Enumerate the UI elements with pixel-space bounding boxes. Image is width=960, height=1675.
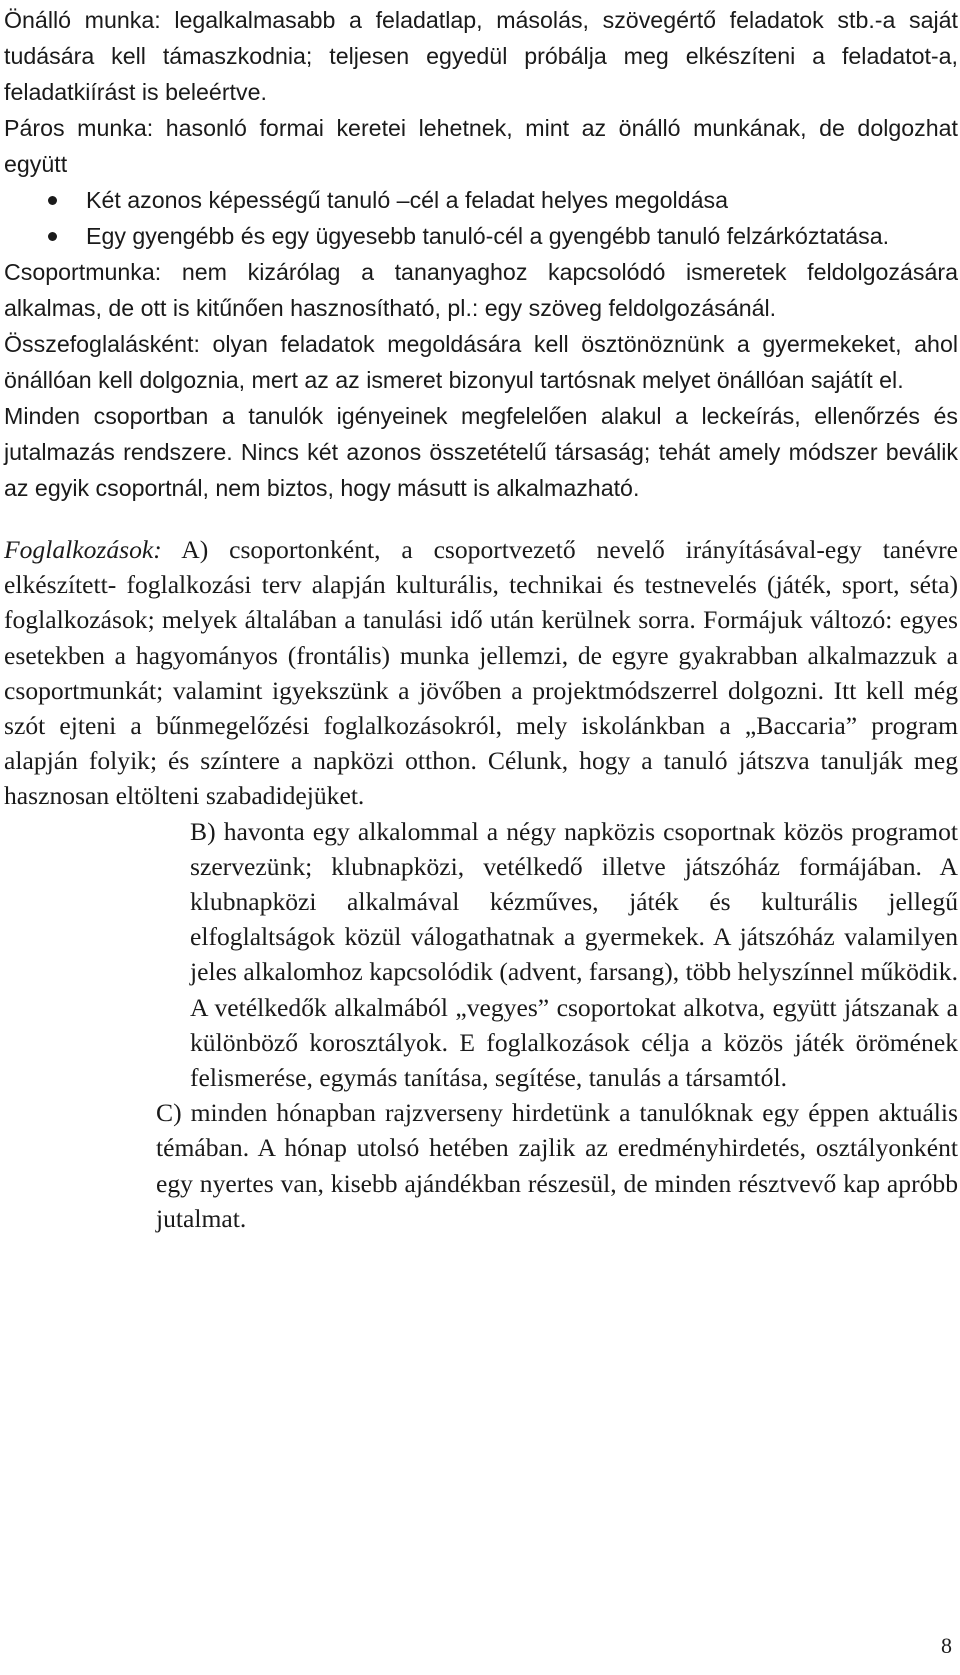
activity-b-paragraph: B) havonta egy alkalommal a négy napközis csoportnak közös programot szervezünk; klubnapközi, vetélkedő illetve játszóház formájában. A klubnapközi alkalmával kézműves, játék és kulturális jellegű elfoglaltságok közül válogathatnak a gyermekek. A játszóház valamilyen jeles alkalomhoz kapcsolódik (advent, farsang), több helyszínnel működik. A vetélkedők alkalmából „vegyes” csoportokat alkotva, együtt játszanak a különböző korosztályok. E foglalkozások célja a közös játék örömének felismerése, egymás tanítása, segítése, tanulás a társamtól. bbox=[190, 816, 958, 1093]
list-item-text: Két azonos képességű tanuló –cél a feladat helyes megoldása bbox=[86, 187, 728, 213]
activities-section bbox=[4, 532, 958, 1236]
document-page bbox=[4, 2, 958, 1236]
individual-work-paragraph: Önálló munka: legalkalmasabb a feladatlap, másolás, szövegértő feladatok stb.-a saját tudására kell támaszkodnia; teljesen egyedül próbálja meg elkészíteni a feladatot-a, feladatkiírást is beleértve. bbox=[4, 7, 958, 105]
activity-a-paragraph bbox=[4, 532, 958, 814]
groups-paragraph: Minden csoportban a tanulók igényeinek megfelelően alakul a leckeírás, ellenőrzés és jutalmazás rendszere. Nincs két azonos összetételű társaság; tehát amely módszer beválik az egyik csoportnál, nem biztos, hogy másutt is alkalmazható. bbox=[4, 403, 958, 501]
section-gap bbox=[4, 506, 958, 532]
summary-paragraph: Összefoglalásként: olyan feladatok megoldására kell ösztönöznünk a gyermekeket, ahol önállóan kell dolgoznia, mert az az ismeret bizonyul tartósnak melyet önállóan sajátít el. bbox=[4, 331, 958, 393]
activities-label: Foglalkozások: bbox=[4, 535, 162, 564]
list-item-text: Egy gyengébb és egy ügyesebb tanuló-cél a gyengébb tanuló felzárkóztatása. bbox=[86, 223, 890, 249]
list-item bbox=[48, 218, 958, 254]
pair-work-paragraph: Páros munka: hasonló formai keretei lehetnek, mint az önálló munkának, de dolgozhat együtt bbox=[4, 115, 958, 177]
list-item bbox=[48, 182, 958, 218]
pair-work-list bbox=[4, 182, 958, 254]
bullet-icon bbox=[48, 196, 57, 205]
methods-section bbox=[4, 2, 958, 506]
group-work-paragraph: Csoportmunka: nem kizárólag a tananyaghoz kapcsolódó ismeretek feldolgozására alkalmas, de ott is kitűnően hasznosítható, pl.: egy szöveg feldolgozásánál. bbox=[4, 259, 958, 321]
bullet-icon bbox=[48, 232, 57, 241]
page-number: 8 bbox=[941, 1633, 952, 1658]
activity-a-text: A) csoportonként, a csoportvezető nevelő irányításával-egy tanévre elkészített- foglalkozási terv alapján kulturális, technikai és testnevelés (játék, sport, séta) foglalkozások; melyek általában a tanulási idő után kerülnek sorra. Formájuk változó: egyes esetekben a hagyományos (frontális) munka jellemzi, de egyre gyakrabban alkalmazzuk a csoportmunkát; valamint igyekszünk a jövőben a projektmódszerrel dolgozni. Itt kell még szót ejteni a bűnmegelőzési foglalkozásokról, mely iskolánkban a „Baccaria” program alapján folyik; és színtere a napközi otthon. Célunk, hogy a tanuló játszva tanulják meg hasznosan eltölteni szabadidejüket. bbox=[4, 535, 958, 811]
activity-c-paragraph: C) minden hónapban rajzverseny hirdetünk a tanulóknak egy éppen aktuális témában. A hónap utolsó hetében zajlik az eredményhirdetés, osztályonként egy nyertes van, kisebb ajándékban részesül, de minden résztvevő kap apróbb jutalmat. bbox=[156, 1098, 958, 1233]
